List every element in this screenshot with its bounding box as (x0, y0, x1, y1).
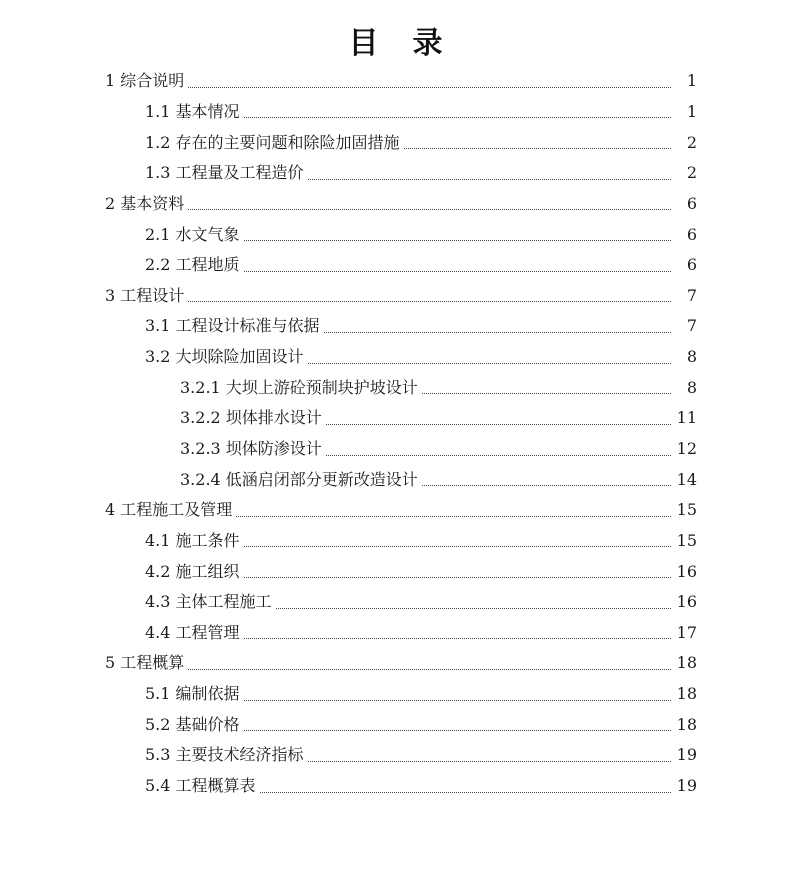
toc-entry-text: 1.2 存在的主要问题和除险加固措施 (145, 132, 400, 152)
toc-entry-text: 1.3 工程量及工程造价 (145, 163, 304, 183)
toc-entry[interactable] (0, 189, 793, 220)
toc-leader-dots (244, 730, 671, 731)
toc-page-number: 15 (676, 500, 697, 520)
toc-page-number: 6 (686, 255, 697, 275)
toc-entry[interactable] (0, 403, 793, 434)
toc-entry[interactable] (0, 618, 793, 649)
toc-entry-text: 5.2 基础价格 (145, 714, 240, 734)
toc-entry-text: 5.1 编制依据 (145, 684, 240, 704)
toc-page-number: 18 (676, 653, 697, 673)
toc-entry[interactable] (0, 679, 793, 710)
toc-entry-text: 3.2.3 坝体防渗设计 (180, 439, 322, 458)
toc-leader-dots (244, 700, 671, 701)
toc-entry-text: 3.2.1 大坝上游砼预制块护坡设计 (180, 377, 418, 397)
toc-entry[interactable] (0, 127, 793, 158)
toc-leader-dots (326, 455, 671, 456)
toc-leader-dots (244, 638, 671, 639)
toc-leader-dots (244, 240, 671, 241)
toc-list (0, 66, 793, 801)
toc-leader-dots (244, 546, 671, 547)
toc-entry-text: 4.4 工程管理 (145, 622, 240, 642)
toc-entry-text: 3.1 工程设计标准与依据 (145, 316, 320, 336)
toc-page-number: 2 (686, 163, 697, 183)
toc-page-number: 7 (686, 285, 697, 305)
toc-leader-dots (422, 485, 671, 486)
toc-leader-dots (244, 117, 671, 118)
toc-entry-text: 3 工程设计 (105, 285, 185, 305)
toc-entry[interactable] (0, 709, 793, 740)
toc-page-number: 1 (686, 71, 697, 91)
toc-entry[interactable] (0, 464, 793, 495)
toc-entry-text: 4.3 主体工程施工 (145, 592, 272, 612)
toc-page-number: 8 (686, 377, 697, 397)
toc-entry[interactable] (0, 587, 793, 618)
toc-entry[interactable] (0, 434, 793, 465)
toc-page-number: 1 (686, 101, 697, 121)
toc-entry-text: 4 工程施工及管理 (105, 500, 233, 520)
toc-entry[interactable] (0, 556, 793, 587)
toc-entry-text: 3.2.2 坝体排水设计 (180, 408, 322, 428)
toc-entry-text: 5.3 主要技术经济指标 (145, 745, 304, 765)
toc-entry-text: 3.2.4 低涵启闭部分更新改造设计 (180, 469, 418, 489)
toc-entry-text: 3.2 大坝除险加固设计 (145, 347, 304, 367)
toc-leader-dots (422, 393, 671, 394)
toc-leader-dots (326, 424, 671, 425)
toc-entry[interactable] (0, 740, 793, 771)
toc-page-number: 8 (686, 347, 697, 367)
toc-entry-text: 4.1 施工条件 (145, 530, 240, 550)
toc-page-number: 2 (686, 132, 697, 152)
toc-entry-text: 2 基本资料 (105, 193, 185, 213)
toc-leader-dots (324, 332, 671, 333)
toc-page-number: 16 (676, 561, 697, 581)
toc-entry-text: 5 工程概算 (105, 653, 185, 673)
toc-leader-dots (308, 179, 671, 180)
toc-leader-dots (260, 792, 671, 793)
toc-page-number: 14 (676, 469, 697, 489)
toc-page-number: 6 (686, 193, 697, 213)
toc-page-number: 16 (676, 592, 697, 612)
toc-entry[interactable] (0, 280, 793, 311)
toc-leader-dots (404, 148, 671, 149)
toc-page-number: 15 (676, 530, 697, 550)
toc-entry-text: 2.1 水文气象 (145, 224, 240, 244)
toc-entry-text: 1 综合说明 (105, 71, 185, 91)
toc-entry[interactable] (0, 495, 793, 526)
toc-entry[interactable] (0, 311, 793, 342)
toc-page-number: 19 (676, 745, 697, 765)
toc-entry[interactable] (0, 342, 793, 373)
toc-page-number: 19 (676, 776, 697, 796)
toc-entry[interactable] (0, 250, 793, 281)
toc-entry[interactable] (0, 648, 793, 679)
toc-entry[interactable] (0, 97, 793, 128)
page-title: 目 录 (348, 26, 445, 61)
toc-leader-dots (236, 516, 671, 517)
toc-page-number: 18 (676, 684, 697, 704)
toc-entry-text: 4.2 施工组织 (145, 561, 240, 581)
toc-entry[interactable] (0, 526, 793, 557)
toc-leader-dots (188, 87, 671, 88)
toc-page-number: 17 (676, 622, 697, 642)
toc-leader-dots (244, 271, 671, 272)
toc-page-number: 11 (676, 408, 697, 428)
toc-entry[interactable] (0, 158, 793, 189)
toc-entry[interactable] (0, 771, 793, 802)
toc-leader-dots (188, 209, 671, 210)
toc-entry[interactable] (0, 372, 793, 403)
toc-page-number: 6 (686, 224, 697, 244)
toc-leader-dots (308, 363, 671, 364)
toc-leader-dots (188, 669, 671, 670)
toc-page-number: 7 (686, 316, 697, 336)
toc-leader-dots (244, 577, 671, 578)
toc-page-number: 12 (676, 439, 697, 458)
toc-leader-dots (308, 761, 671, 762)
toc-entry-text: 5.4 工程概算表 (145, 776, 256, 796)
toc-entry[interactable] (0, 66, 793, 97)
toc-leader-dots (188, 301, 671, 302)
toc-entry-text: 2.2 工程地质 (145, 255, 240, 275)
toc-page-number: 18 (676, 714, 697, 734)
toc-entry-text: 1.1 基本情况 (145, 101, 240, 121)
toc-entry[interactable] (0, 219, 793, 250)
toc-leader-dots (276, 608, 671, 609)
